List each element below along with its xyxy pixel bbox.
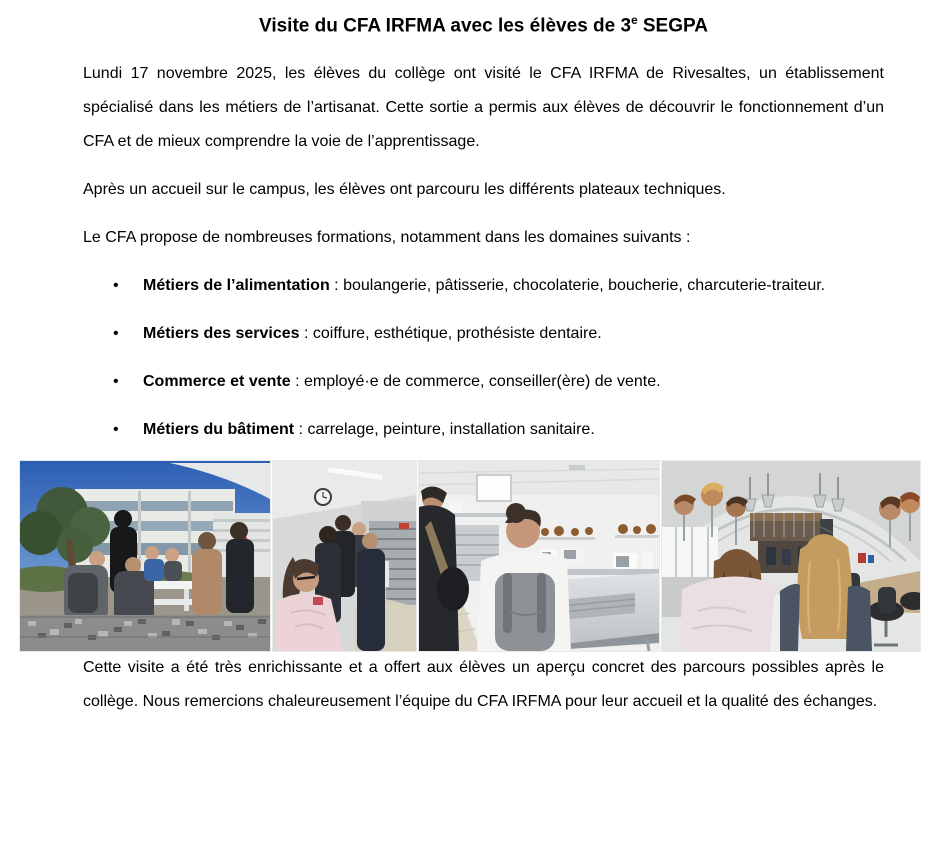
formation-separator: : <box>294 421 308 439</box>
formations-intro-paragraph: Le CFA propose de nombreuses formations, notamment dans les domaines suivants : <box>83 229 691 247</box>
formation-separator: : <box>329 277 344 295</box>
pastry-lab-photo <box>419 461 659 651</box>
bullet-icon: • <box>113 421 119 439</box>
formations-list <box>83 269 884 447</box>
bullet-icon: • <box>113 277 119 295</box>
title-text: Visite du CFA IRFMA avec les élèves de 3 <box>258 15 632 37</box>
hairdressing-salon-photo <box>662 461 920 651</box>
formation-separator: : <box>290 373 304 391</box>
formation-term: Métiers du bâtiment <box>143 421 295 439</box>
list-item <box>83 413 884 447</box>
campus-group-photo <box>20 461 270 651</box>
list-item <box>83 317 884 351</box>
list-item <box>83 365 884 399</box>
bullet-icon: • <box>113 325 119 343</box>
formation-description: carrelage, peinture, installation sanitaire. <box>307 421 595 439</box>
formation-separator: : <box>299 325 313 343</box>
formation-term: Métiers des services <box>143 325 300 343</box>
page-title <box>83 6 884 41</box>
formation-description: boulangerie, pâtisserie, chocolaterie, boucherie, charcuterie-traiteur. <box>343 277 826 295</box>
closing-paragraph: Cette visite a été très enrichissante et a offert aux élèves un aperçu concret des parcours possibles après le collège. Nous remercions chaleureusement l’équipe du CFA IRFMA pour leur accueil et la qualité des échanges. <box>83 659 884 711</box>
photo-strip <box>20 461 920 651</box>
title-superscript: e <box>631 14 638 27</box>
formation-description: coiffure, esthétique, prothésiste dentaire. <box>312 325 602 343</box>
formation-description: employé·e de commerce, conseiller(ère) de vente. <box>303 373 661 391</box>
title-text-end: SEGPA <box>637 15 708 37</box>
formation-term: Commerce et vente <box>143 373 291 391</box>
formation-term: Métiers de l’alimentation <box>143 277 330 295</box>
intro-paragraph: Lundi 17 novembre 2025, les élèves du collège ont visité le CFA IRFMA de Rivesaltes, un établissement spécialisé dans les métiers de l’artisanat. Cette sortie a permis aux élèves de découvrir le fonctionnement d’un CFA et de mieux comprendre la voie de l’apprentissage. <box>83 65 884 151</box>
campus-paragraph: Après un accueil sur le campus, les élèves ont parcouru les différents plateaux techniques. <box>83 181 726 199</box>
bakery-visit-photo <box>273 461 416 651</box>
bullet-icon: • <box>113 373 119 391</box>
list-item <box>83 269 884 303</box>
